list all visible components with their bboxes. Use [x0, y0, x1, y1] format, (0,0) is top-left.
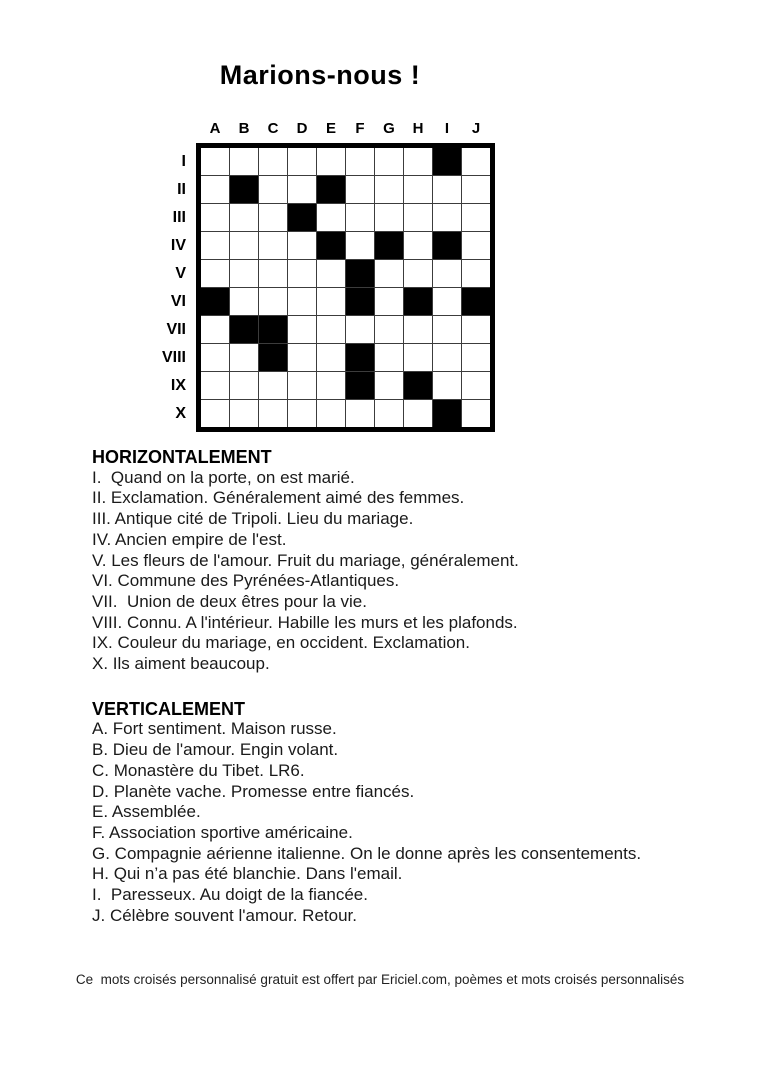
grid-cell[interactable]: [259, 204, 287, 231]
grid-cell: [230, 316, 258, 343]
col-label: J: [471, 120, 481, 137]
col-label: F: [355, 120, 365, 137]
grid-cell[interactable]: [230, 232, 258, 259]
grid-cell[interactable]: [433, 344, 461, 371]
grid-cell: [404, 372, 432, 399]
grid-cell: [433, 148, 461, 175]
grid-cell[interactable]: [201, 344, 229, 371]
grid-cell[interactable]: [462, 372, 490, 399]
grid-cell[interactable]: [288, 260, 316, 287]
grid-cell[interactable]: [259, 176, 287, 203]
row-label: VI: [170, 292, 186, 310]
clue-line: X. Ils aiment beaucoup.: [92, 654, 270, 674]
grid-cell[interactable]: [404, 176, 432, 203]
grid-cell[interactable]: [317, 344, 345, 371]
grid-cell[interactable]: [433, 204, 461, 231]
grid-cell: [346, 260, 374, 287]
grid-cell[interactable]: [462, 232, 490, 259]
grid-cell[interactable]: [230, 288, 258, 315]
grid-cell[interactable]: [433, 176, 461, 203]
grid-cell[interactable]: [201, 260, 229, 287]
grid-cell[interactable]: [375, 400, 403, 427]
grid-cell[interactable]: [230, 148, 258, 175]
grid-cell[interactable]: [346, 400, 374, 427]
grid-cell[interactable]: [230, 372, 258, 399]
grid-cell[interactable]: [259, 288, 287, 315]
col-label: C: [267, 120, 279, 137]
grid-cell: [259, 316, 287, 343]
clue-line: IV. Ancien empire de l'est.: [92, 529, 287, 549]
grid-cell[interactable]: [433, 316, 461, 343]
grid-cell[interactable]: [346, 232, 374, 259]
page-title: Marions-nous !: [219, 60, 421, 90]
grid-cell[interactable]: [404, 400, 432, 427]
clue-line: VI. Commune des Pyrénées-Atlantiques.: [92, 571, 400, 591]
grid-cell[interactable]: [259, 232, 287, 259]
grid-cell[interactable]: [346, 316, 374, 343]
grid-cell[interactable]: [201, 148, 229, 175]
col-label: E: [325, 120, 336, 137]
grid-cell: [346, 372, 374, 399]
grid-cell[interactable]: [230, 400, 258, 427]
clue-line: IX. Couleur du mariage, en occident. Exclamation.: [92, 633, 470, 653]
vertical-header: VERTICALEMENT: [92, 698, 245, 719]
grid-cell[interactable]: [317, 372, 345, 399]
grid-cell[interactable]: [201, 372, 229, 399]
vertical-section: [92, 699, 712, 927]
grid-cell[interactable]: [404, 148, 432, 175]
clue-line: III. Antique cité de Tripoli. Lieu du mariage.: [92, 509, 414, 529]
horizontal-section: [92, 447, 712, 675]
grid-cell: [317, 176, 345, 203]
grid-cell[interactable]: [404, 260, 432, 287]
grid-cell[interactable]: [317, 260, 345, 287]
grid-cell: [433, 232, 461, 259]
grid-cell[interactable]: [201, 232, 229, 259]
grid-cell[interactable]: [288, 372, 316, 399]
grid-cell[interactable]: [375, 204, 403, 231]
grid-cell[interactable]: [317, 288, 345, 315]
footer-credit: Ce mots croisés personnalisé gratuit est offert par Ericiel.com, poèmes et mots croisés personnalisés: [75, 972, 685, 987]
clues-block: [92, 447, 712, 926]
horizontal-clues-list: [92, 468, 712, 675]
clue-line: V. Les fleurs de l'amour. Fruit du mariage, généralement.: [92, 550, 519, 570]
grid-cell[interactable]: [375, 288, 403, 315]
horizontal-header: HORIZONTALEMENT: [92, 447, 272, 467]
grid-cell: [462, 288, 490, 315]
col-label: D: [296, 120, 308, 137]
grid-cell[interactable]: [288, 176, 316, 203]
grid-cell: [201, 288, 229, 315]
grid-cell[interactable]: [288, 232, 316, 259]
grid-cell[interactable]: [201, 316, 229, 343]
grid-cell: [317, 232, 345, 259]
grid-cell[interactable]: [375, 148, 403, 175]
grid-cell[interactable]: [375, 260, 403, 287]
clue-line: VIII. Connu. A l'intérieur. Habille les murs et les plafonds.: [92, 612, 518, 632]
col-label: A: [209, 120, 221, 137]
grid-cell[interactable]: [375, 316, 403, 343]
clue-line: I. Quand on la porte, on est marié.: [92, 467, 355, 487]
grid-cell[interactable]: [288, 148, 316, 175]
grid-cell[interactable]: [462, 260, 490, 287]
grid-cell[interactable]: [433, 372, 461, 399]
row-label: VII: [166, 320, 186, 338]
vertical-clues-list: [92, 719, 712, 926]
col-label: H: [412, 120, 424, 137]
grid-row-labels: [130, 148, 186, 427]
clue-line: G. Compagnie aérienne italienne. On le donne après les consentements.: [92, 843, 642, 863]
grid-cell[interactable]: [201, 400, 229, 427]
grid-cell[interactable]: [433, 260, 461, 287]
grid-cell[interactable]: [433, 288, 461, 315]
row-label: IV: [170, 236, 186, 254]
grid-cell[interactable]: [404, 316, 432, 343]
grid-cell[interactable]: [462, 176, 490, 203]
grid-cell[interactable]: [259, 400, 287, 427]
row-label: III: [172, 208, 186, 226]
col-label: I: [444, 120, 450, 137]
grid-cell[interactable]: [317, 400, 345, 427]
col-label: B: [238, 120, 250, 137]
grid-cell[interactable]: [346, 148, 374, 175]
col-label: G: [383, 120, 395, 137]
grid-cell[interactable]: [259, 148, 287, 175]
grid-cell: [259, 344, 287, 371]
grid-cell[interactable]: [375, 372, 403, 399]
grid-cell[interactable]: [259, 260, 287, 287]
clue-line: VII. Union de deux êtres pour la vie.: [92, 591, 367, 611]
grid-cell[interactable]: [375, 176, 403, 203]
row-label: X: [175, 404, 186, 422]
grid-cell: [404, 288, 432, 315]
clue-line: H. Qui n’a pas été blanchie. Dans l'email.: [92, 864, 403, 884]
grid-cell: [433, 400, 461, 427]
grid-col-labels: [201, 120, 490, 137]
grid-cell: [346, 288, 374, 315]
grid-cell[interactable]: [201, 176, 229, 203]
grid-cell[interactable]: [288, 288, 316, 315]
clue-line: I. Paresseux. Au doigt de la fiancée.: [92, 885, 368, 905]
grid-cell[interactable]: [462, 400, 490, 427]
grid-cell: [375, 232, 403, 259]
grid-cell: [230, 176, 258, 203]
grid-cell[interactable]: [288, 316, 316, 343]
grid-cell[interactable]: [346, 204, 374, 231]
grid-cell[interactable]: [404, 232, 432, 259]
clue-line: D. Planète vache. Promesse entre fiancés.: [92, 781, 415, 801]
grid-cell[interactable]: [462, 316, 490, 343]
grid-cell: [288, 204, 316, 231]
clue-line: B. Dieu de l'amour. Engin volant.: [92, 740, 339, 760]
grid-cell[interactable]: [259, 372, 287, 399]
clue-line: C. Monastère du Tibet. LR6.: [92, 760, 305, 780]
grid-cell[interactable]: [404, 344, 432, 371]
clue-line: J. Célèbre souvent l'amour. Retour.: [92, 905, 357, 925]
grid-cell[interactable]: [462, 148, 490, 175]
grid-cell[interactable]: [201, 204, 229, 231]
grid-cell[interactable]: [230, 260, 258, 287]
grid-cell[interactable]: [317, 148, 345, 175]
grid-cell[interactable]: [404, 204, 432, 231]
clue-line: E. Assemblée.: [92, 802, 201, 822]
grid-cell[interactable]: [288, 400, 316, 427]
grid-cell[interactable]: [230, 204, 258, 231]
row-label: VIII: [161, 348, 186, 366]
grid-cell[interactable]: [288, 344, 316, 371]
row-label: IX: [170, 376, 186, 394]
row-label: V: [175, 264, 186, 282]
grid-cell[interactable]: [462, 204, 490, 231]
grid-cell: [346, 344, 374, 371]
grid-cell[interactable]: [462, 344, 490, 371]
clue-line: A. Fort sentiment. Maison russe.: [92, 719, 337, 739]
clue-line: F. Association sportive américaine.: [92, 822, 353, 842]
grid-cell[interactable]: [230, 344, 258, 371]
row-label: I: [181, 152, 186, 170]
grid-cell[interactable]: [317, 316, 345, 343]
clue-line: II. Exclamation. Généralement aimé des femmes.: [92, 488, 465, 508]
crossword-grid: [196, 143, 495, 432]
row-label: II: [177, 180, 186, 198]
grid-cell[interactable]: [375, 344, 403, 371]
grid-cell[interactable]: [317, 204, 345, 231]
grid-cell[interactable]: [346, 176, 374, 203]
